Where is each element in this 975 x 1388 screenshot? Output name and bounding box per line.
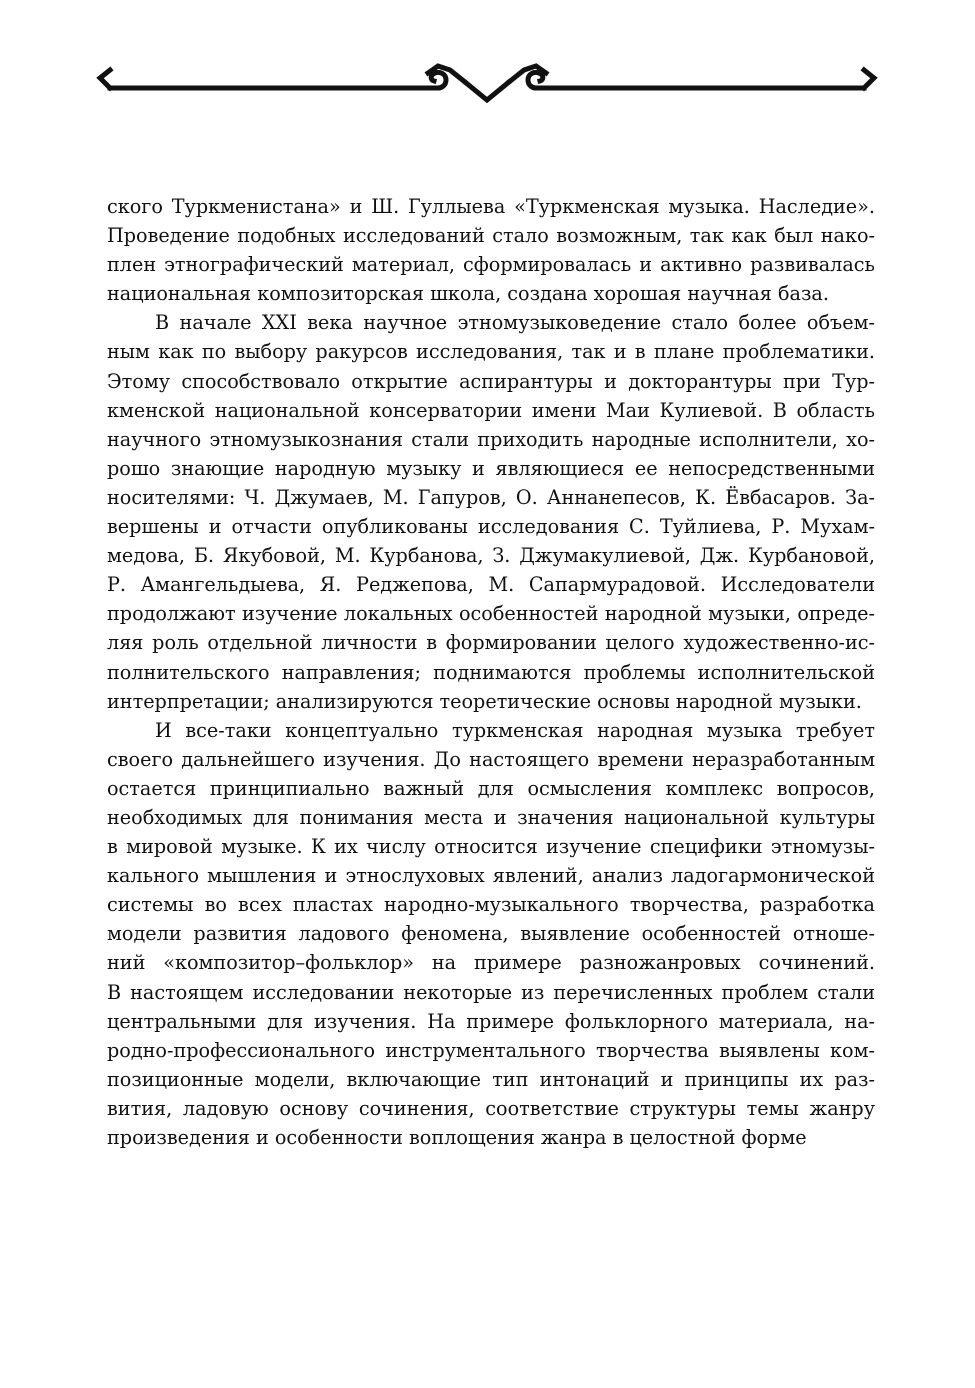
text-line: ным как по выбору ракурсов исследования, так и в плане проблематики. (107, 340, 875, 364)
text-line: В настоящем исследовании некоторые из перечисленных проблем стали (107, 980, 875, 1004)
text-line: рошо знающие народную музыку и являющиеся ее непосредственными (107, 456, 875, 480)
text-line: продолжают изучение локальных особенностей народной музыки, опреде- (107, 602, 875, 626)
paragraph-3 (107, 716, 875, 1152)
text-line: родно-профессионального инструментального творчества выявлены ком- (107, 1038, 875, 1062)
text-line: И все-таки концептуально туркменская народная музыка требует (155, 718, 875, 742)
text-line: произведения и особенности воплощения жанра в целостной форме (107, 1126, 807, 1149)
text-line: национальная композиторская школа, создана хорошая научная база. (107, 282, 829, 306)
text-line: Р. Амангельдыева, Я. Реджепова, М. Сапармурадовой. Исследователи (107, 573, 875, 597)
text-line: Проведение подобных исследований стало возможным, так как был нако- (107, 224, 875, 248)
text-line: кального мышления и этнослуховых явлений, анализ ладогармонической (107, 864, 875, 888)
text-line: медова, Б. Якубовой, М. Курбанова, З. Джумакулиевой, Дж. Курбановой, (107, 544, 875, 568)
text-line: научного этномузыкознания стали приходить народные исполнители, хо- (107, 427, 875, 451)
body-text (107, 192, 875, 1152)
text-line: модели развития ладового феномена, выявление особенностей отноше- (107, 922, 875, 946)
text-line: вершены и отчасти опубликованы исследования С. Туйлиева, Р. Мухам- (107, 515, 875, 539)
text-line: ний «композитор–фольклор» на примере разножанровых сочинений. (107, 951, 875, 975)
text-line: Этому способствовало открытие аспирантуры и докторантуры при Тур- (107, 369, 875, 393)
text-line: ского Туркменистана» и Ш. Гуллыева «Туркменская музыка. Наследие». (107, 195, 875, 218)
text-line: полнительского направления; поднимаются проблемы исполнительской (107, 660, 875, 684)
text-line: носителями: Ч. Джумаев, М. Гапуров, О. Аннанепесов, К. Ёвбасаров. За- (107, 485, 875, 509)
text-line: необходимых для понимания места и значения национальной культуры (107, 805, 875, 829)
paragraph-1 (107, 192, 875, 308)
text-line: интерпретации; анализируются теоретические основы народной музыки. (107, 689, 862, 713)
text-line: вития, ладовую основу сочинения, соответствие структуры темы жанру (107, 1096, 875, 1120)
text-line: своего дальнейшего изучения. До настоящего времени неразработанным (107, 747, 875, 771)
text-line: В начале XXI века научное этномузыковедение стало более объем- (155, 311, 875, 335)
text-line: ляя роль отдельной личности в формировании целого художественно-ис- (107, 631, 875, 655)
header-ornament-icon (90, 58, 885, 108)
text-line: остается принципиально важный для осмысления комплекс вопросов, (107, 776, 875, 800)
paragraph-2 (107, 308, 875, 715)
text-line: центральными для изучения. На примере фольклорного материала, на- (107, 1009, 875, 1033)
text-line: кменской национальной консерватории имени Маи Кулиевой. В область (107, 398, 875, 422)
text-line: плен этнографический материал, сформировалась и активно развивалась (107, 253, 875, 277)
text-line: в мировой музыке. К их числу относится изучение специфики этномузы- (107, 835, 875, 859)
text-line: позиционные модели, включающие тип интонаций и принципы их раз- (107, 1067, 875, 1091)
text-line: системы во всех пластах народно-музыкального творчества, разработка (107, 893, 875, 917)
